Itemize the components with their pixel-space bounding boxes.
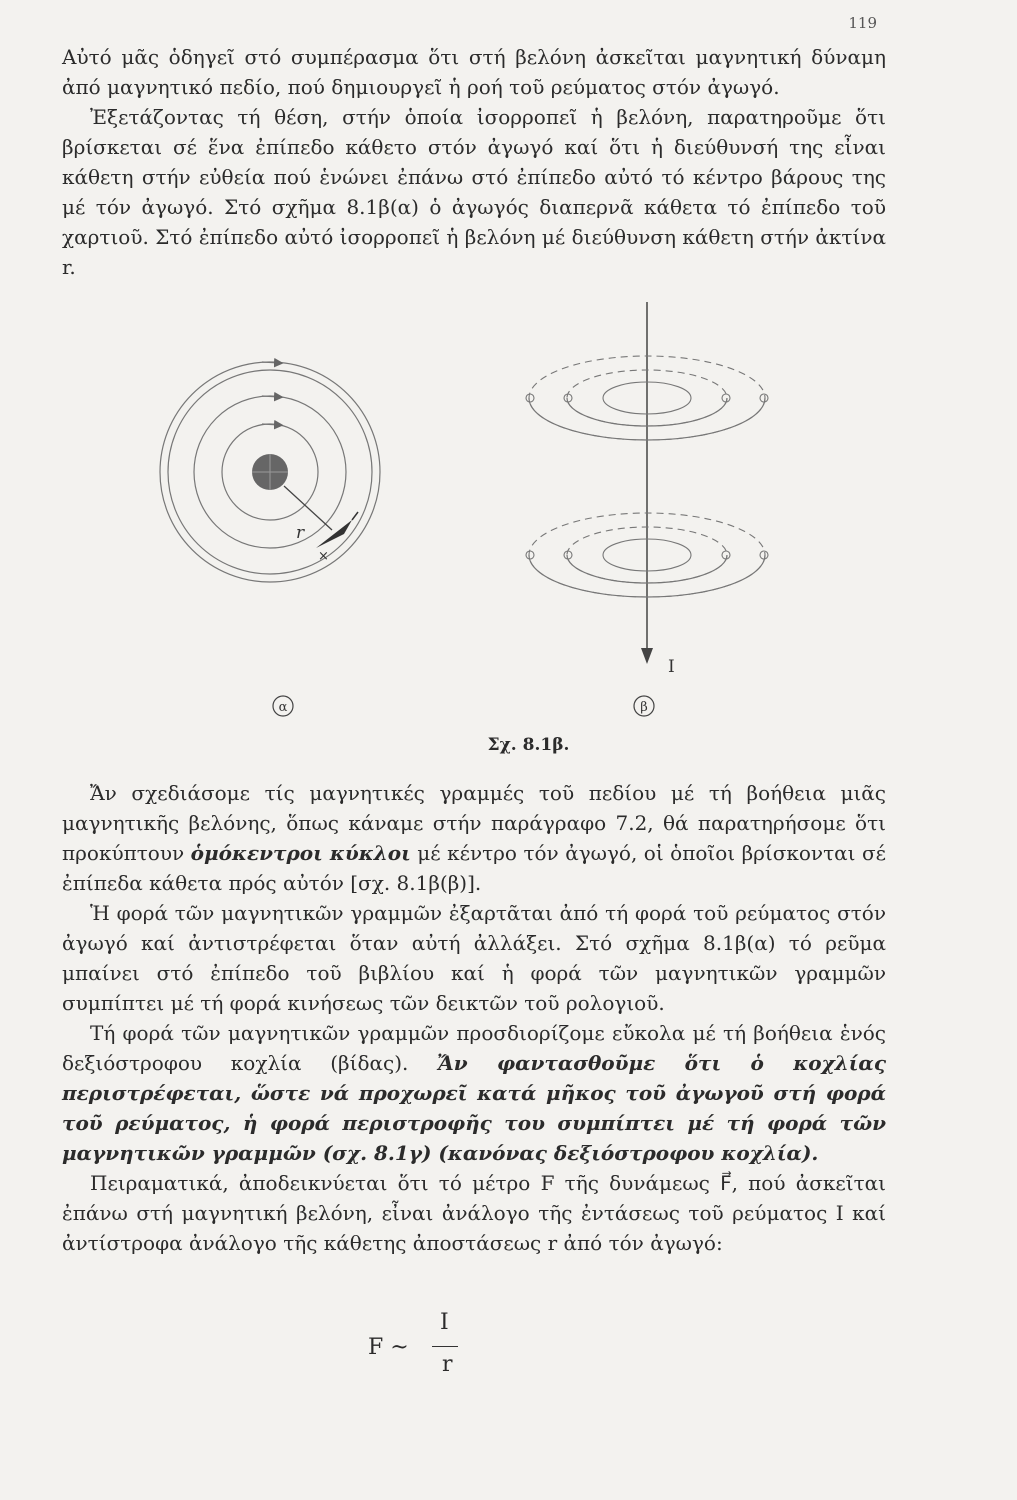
panel-b-label: β bbox=[640, 700, 648, 715]
radius-line bbox=[284, 486, 332, 530]
formula-denominator: r bbox=[442, 1352, 453, 1377]
x-mark: × bbox=[318, 549, 329, 564]
fraction-bar bbox=[432, 1346, 458, 1347]
paragraph: Ἡ φορά τῶν μαγνητικῶν γραμμῶν ἐξαρτᾶται ἀπό τή φορά τοῦ ρεύματος στόν ἀγωγό καί ἀντιστρέφεται ὅταν αὐτή ἀλλάξει. Στό σχῆμα 8.1β(α) τό ρεῦμα μπαίνει στό ἐπίπεδο τοῦ βιβλίου καί ἡ φορά τῶν μαγνητικῶν γραμμῶν συμπίπτει μέ τή φορά κινήσεως τῶν δεικτῶν τοῦ ρολογιοῦ. bbox=[62, 901, 886, 1015]
paragraph: Πειραματικά, ἀποδεικνύεται ὅτι τό μέτρο F τῆς δυνάμεως F⃗, πού ἀσκεῖται ἐπάνω στή μαγνητική βελόνη, εἶναι ἀνάλογο τῆς ἐντάσεως τοῦ ρεύματος I καί ἀντίστροφα ἀνάλογο τῆς κάθετης ἀποστάσεως r ἀπό τόν ἀγωγό: bbox=[62, 1171, 886, 1255]
paragraph: Τή φορά τῶν μαγνητικῶν γραμμῶν προσδιορίζομε εὔκολα μέ τή βοήθεια ἑνός δεξιόστροφου κοχλία (βίδας). Ἄν φαντασθοῦμε ὅτι ὁ κοχλίας περιστρέφεται, ὥστε νά προχωρεῖ κατά μῆκος τοῦ ἀγωγοῦ στή φορά τοῦ ρεύματος, ἡ φορά περιστροφῆς του συμπίπτει μέ τή φορά τῶν μαγνητικῶν γραμμῶν (σχ. 8.1γ) (κανόνας δεξιόστροφου κοχλία). bbox=[62, 1021, 886, 1165]
figure-drawing bbox=[0, 285, 1017, 765]
panel-a-label: α bbox=[278, 700, 288, 715]
panel-b-drawing bbox=[526, 302, 768, 677]
emphasis-concentric-circles: ὁμόκεντροι κύκλοι bbox=[190, 841, 411, 865]
current-arrow bbox=[641, 648, 653, 664]
paragraph: Ἐξετάζοντας τή θέση, στήν ὁποία ἰσορροπεῖ ἡ βελόνη, παρατηροῦμε ὅτι βρίσκεται σέ ἕνα ἐπίπεδο κάθετο στόν ἀγωγό καί ὅτι ἡ διεύθυνσή της εἶναι κάθετη στήν εὐθεία πού ἑνώνει ἐπάνω στό ἐπίπεδο αὐτό τό κέντρο βάρους της μέ τόν ἀγωγό. Στό σχῆμα 8.1β(α) ὁ ἀγωγός διαπερνᾶ κάθετα τό ἐπίπεδο τοῦ χαρτιοῦ. Στό ἐπίπεδο αὐτό ἰσορροπεῖ ἡ βελόνη μέ διεύθυνση κάθετη στήν ἀκτίνα r. bbox=[62, 105, 886, 279]
current-label: I bbox=[668, 657, 675, 677]
compass-needle-tip bbox=[352, 512, 358, 520]
formula-numerator: I bbox=[440, 1310, 449, 1335]
panel-a-drawing bbox=[160, 362, 380, 582]
paragraph: Αὐτό μᾶς ὁδηγεῖ στό συμπέρασμα ὅτι στή βελόνη ἀσκεῖται μαγνητική δύναμη ἀπό μαγνητικό πεδίο, πού δημιουργεῖ ἡ ροή τοῦ ρεύματος στόν ἀγωγό. bbox=[62, 45, 886, 99]
text-block-bottom bbox=[62, 778, 886, 1258]
text-block-top bbox=[62, 42, 886, 282]
formula-f-proportional bbox=[368, 1310, 528, 1390]
paragraph: Ἄν σχεδιάσομε τίς μαγνητικές γραμμές τοῦ πεδίου μέ τή βοήθεια μιᾶς μαγνητικῆς βελόνης, ὅπως κάναμε στήν παράγραφο 7.2, θά παρατηρήσομε ὅτι προκύπτουν ὁμόκεντροι κύκλοι μέ κέντρο τόν ἀγωγό, οἱ ὁποῖοι βρίσκονται σέ ἐπίπεδα κάθετα πρός αὐτόν [σχ. 8.1β(β)]. bbox=[62, 781, 886, 895]
emphasis-right-hand-screw-rule: Ἄν φαντασθοῦμε ὅτι ὁ κοχλίας περιστρέφεται, ὥστε νά προχωρεῖ κατά μῆκος τοῦ ἀγωγοῦ στή φορά τοῦ ρεύματος, ἡ φορά περιστροφῆς του συμπίπτει μέ τή φορά τῶν μαγνητικῶν γραμμῶν (σχ. 8.1γ) (κανόνας δεξιόστροφου κοχλία). bbox=[62, 1051, 886, 1165]
compass-needle bbox=[316, 520, 352, 548]
page-number: 119 bbox=[848, 14, 877, 32]
radius-label: r bbox=[296, 523, 305, 543]
figure-8-1b bbox=[0, 285, 1017, 765]
formula-lhs: F ~ bbox=[368, 1335, 409, 1360]
figure-caption: Σχ. 8.1β. bbox=[487, 735, 570, 755]
